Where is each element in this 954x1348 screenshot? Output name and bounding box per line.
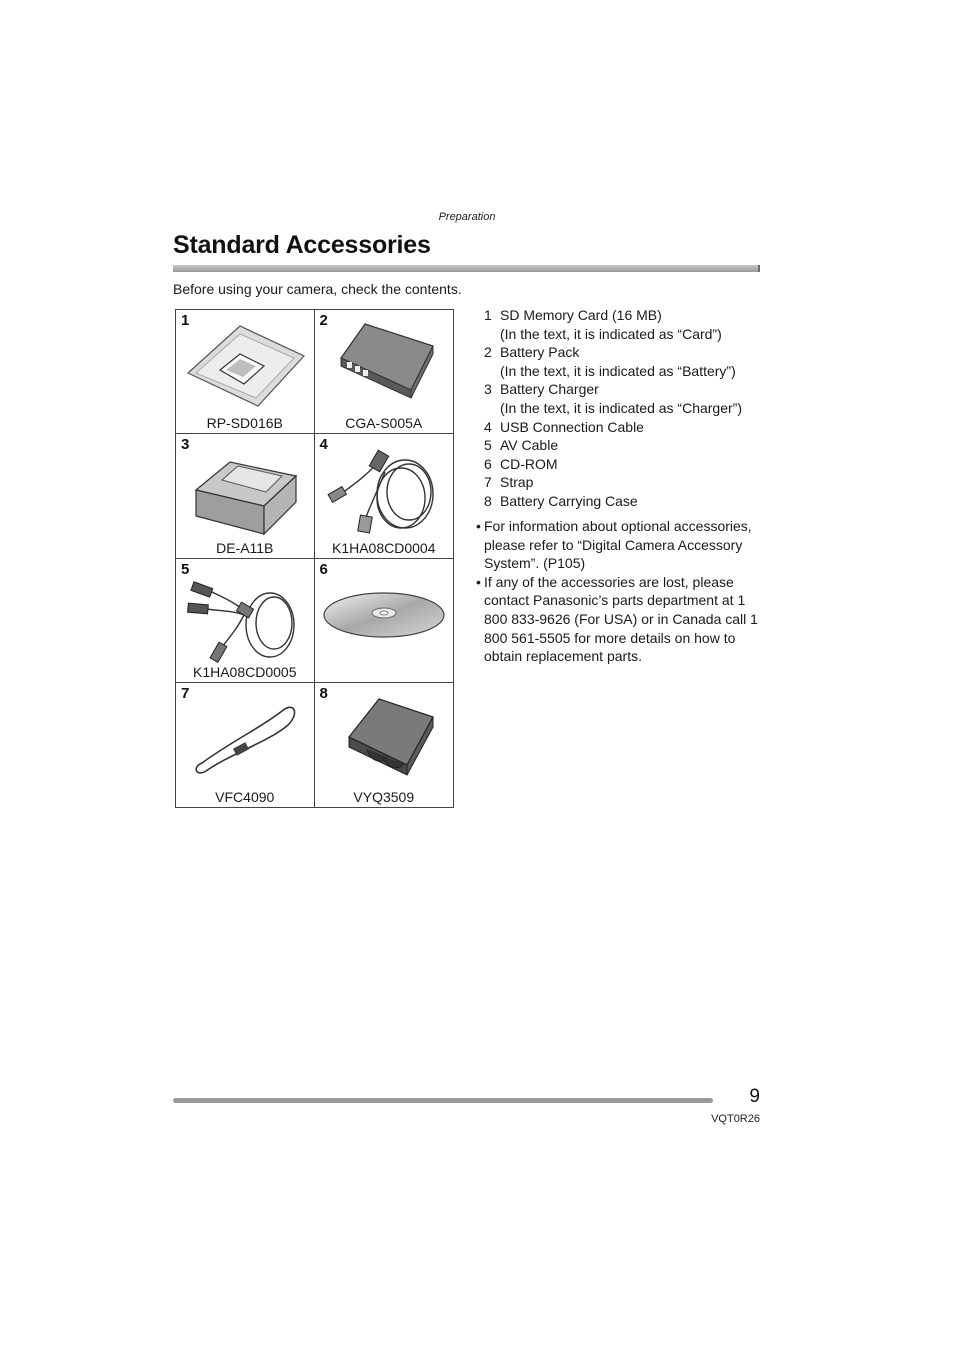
strap-icon: [182, 691, 308, 787]
note-item: [476, 517, 766, 573]
item-name: Battery Pack: [500, 344, 580, 361]
list-item-note: [484, 325, 742, 344]
list-item: [484, 418, 742, 437]
page-number: 9: [749, 1086, 760, 1107]
accessory-code: CGA-S005A: [345, 415, 423, 432]
accessory-cell: [315, 434, 454, 558]
accessory-list: [484, 306, 742, 511]
title-rule: [173, 265, 760, 272]
item-note: (In the text, it is indicated as “Battery”): [500, 362, 736, 379]
bullet-icon: •: [476, 573, 481, 590]
list-item-note: [484, 399, 742, 418]
item-name: Strap: [500, 474, 534, 491]
document-code: VQT0R26: [711, 1113, 760, 1125]
list-item: [484, 380, 742, 399]
item-name: Battery Charger: [500, 381, 599, 398]
item-name: USB Connection Cable: [500, 418, 644, 435]
accessory-code: K1HA08CD0005: [192, 663, 297, 680]
accessory-cell: [315, 683, 454, 807]
item-number: 3: [484, 381, 492, 398]
cd-rom-icon: [321, 567, 447, 663]
item-name: CD-ROM: [500, 455, 558, 472]
note-text: For information about optional accessories, please refer to “Digital Camera Accessory System”. (P105): [484, 518, 752, 572]
accessory-code: VYQ3509: [353, 789, 415, 805]
accessory-code: VFC4090: [215, 789, 275, 805]
sd-card-icon: [182, 318, 308, 414]
accessory-number: 5: [181, 560, 190, 578]
item-note: (In the text, it is indicated as “Charger”): [500, 399, 742, 416]
accessories-grid: [175, 309, 454, 808]
list-item: [484, 306, 742, 325]
bullet-icon: •: [476, 518, 481, 534]
item-number: 4: [484, 418, 492, 435]
note-item: [476, 573, 766, 666]
list-item: [484, 473, 742, 492]
item-name: SD Memory Card (16 MB): [500, 307, 662, 323]
accessory-cell: [315, 310, 454, 434]
accessory-code: RP-SD016B: [206, 415, 283, 432]
list-item: [484, 343, 742, 362]
accessory-cell: [176, 559, 315, 683]
item-number: 8: [484, 492, 492, 509]
item-note: (In the text, it is indicated as “Card”): [500, 325, 722, 342]
accessory-cell: [176, 683, 315, 807]
page-title: Standard Accessories: [173, 231, 431, 259]
list-item: [484, 436, 742, 455]
accessory-cell: [176, 434, 315, 558]
item-number: 6: [484, 455, 492, 472]
item-number: 5: [484, 437, 492, 454]
accessory-number: 7: [181, 684, 190, 702]
accessory-number: 8: [319, 684, 328, 702]
accessory-number: 3: [181, 436, 190, 454]
item-name: Battery Carrying Case: [500, 492, 638, 509]
usb-cable-icon: [321, 442, 447, 538]
item-number: 1: [484, 307, 492, 323]
battery-charger-icon: [182, 442, 308, 538]
note-text: If any of the accessories are lost, please contact Panasonic’s parts department at 1 800 833-9626 (For USA) or in Canada call 1 800 561-5505 for more details on how to obtain replacement parts.: [484, 573, 758, 665]
accessory-cell: [315, 559, 454, 683]
accessory-number: 4: [319, 436, 328, 454]
footer-rule: [173, 1098, 713, 1103]
battery-pack-icon: [321, 318, 447, 414]
accessory-code: DE-A11B: [216, 539, 274, 556]
accessory-code: K1HA08CD0004: [331, 539, 436, 556]
item-name: AV Cable: [500, 437, 559, 454]
list-item: [484, 455, 742, 474]
accessory-number: 2: [319, 312, 328, 329]
carrying-case-icon: [321, 691, 447, 787]
accessory-number: 1: [181, 312, 190, 329]
section-label: Preparation: [438, 211, 496, 223]
notes-list: [476, 517, 766, 666]
list-item: [484, 492, 742, 511]
item-number: 2: [484, 344, 492, 361]
item-number: 7: [484, 474, 492, 491]
list-item-note: [484, 362, 742, 381]
accessory-cell: [176, 310, 315, 434]
intro-text: Before using your camera, check the contents.: [173, 281, 462, 297]
accessory-number: 6: [319, 560, 328, 578]
av-cable-icon: [182, 567, 308, 663]
